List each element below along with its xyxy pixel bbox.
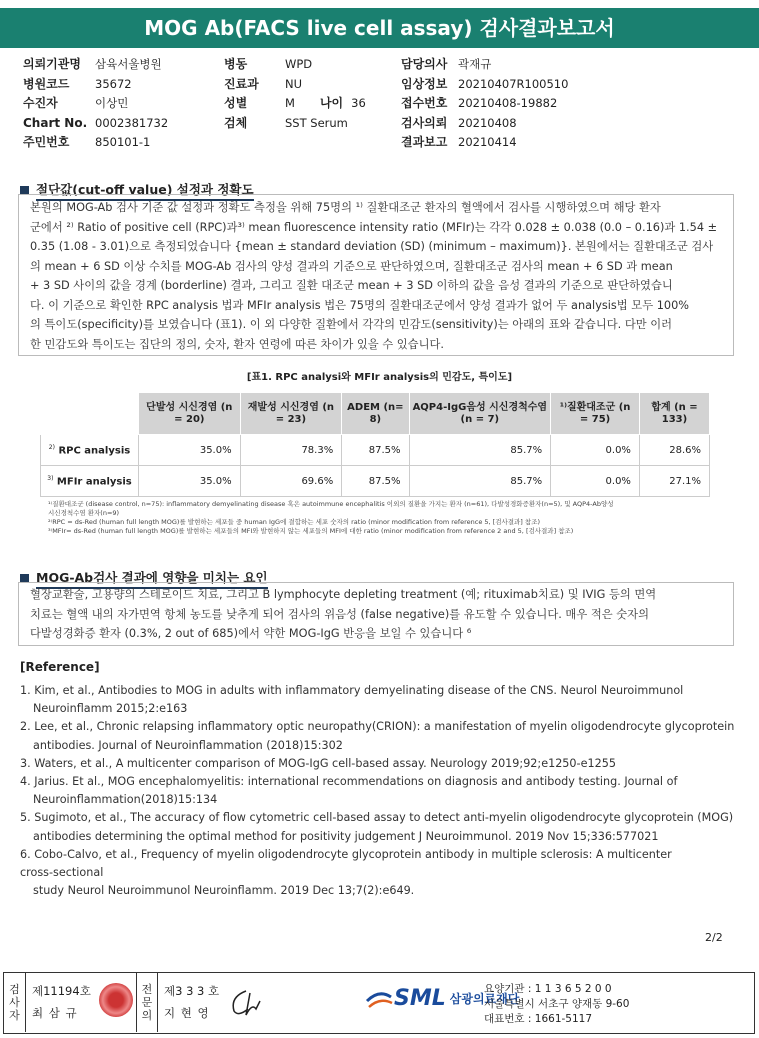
info-value: 35672 (95, 76, 132, 91)
section-factors-title: MOG-Ab검사 결과에 영향을 미치는 요인 (20, 568, 268, 589)
row-label-text: MFIr analysis (53, 476, 132, 488)
org-info (484, 982, 629, 1027)
vertical-char: 문 (141, 996, 153, 1009)
row-label (41, 435, 139, 466)
footnote-line: ¹⁾질환대조군 (disease control, n=75): inflammatory demyelinating disease 혹은 autoimmune encephalitis 이외의 질환을 가지는 환자 (n=61), 다발성경화증환자(n=5), 및 AQP4-Ab양성 (48, 500, 614, 508)
column-header: ¹⁾질환대조군 (n = 75) (551, 393, 640, 435)
specialist-license: 제3 3 3 호 (164, 984, 220, 998)
org-line: 대표번호 : 1661-5117 (484, 1013, 593, 1025)
footnote-line: 시신경척수염 환자(n=9) (48, 509, 120, 517)
info-label: 검사의뢰 (401, 115, 448, 130)
info-row (401, 94, 568, 114)
row-footnote-mark: 3) (47, 474, 54, 482)
paragraph-line: 다발성경화증 환자 (0.3%, 2 out of 685)에서 약한 MOG-IgG 반응을 보일 수 있습니다 ⁶ (30, 627, 472, 640)
table-cell: 0.0% (551, 435, 640, 466)
info-row (23, 75, 168, 95)
table-cell: 0.0% (551, 466, 640, 497)
column-header: 재발성 시신경염 (n = 23) (240, 393, 342, 435)
table-cell: 78.3% (240, 435, 342, 466)
reference-line: 2. Lee, et al., Chronic relapsing inflammatory optic neuropathy(CRION): a manifestation of myelin oligodendrocyte glycoprotein (20, 720, 735, 734)
info-value: 이상민 (95, 96, 129, 110)
table-cell: 87.5% (342, 435, 409, 466)
info-label: 담당의사 (401, 57, 448, 71)
vertical-char: 전 (141, 983, 153, 996)
row-footnote-mark: 2) (48, 443, 55, 451)
column-header: AQP4-IgG음성 시신경척수염 (n = 7) (409, 393, 551, 435)
info-value: 850101-1 (95, 135, 151, 149)
info-row (401, 133, 568, 153)
info-col-1 (23, 55, 168, 153)
paragraph-line: 한 민감도와 특이도는 집단의 정의, 숫자, 환자 연령에 따른 차이가 있을 수 있습니다. (30, 337, 444, 351)
paragraph-line: 의 특이도(specificity)를 보였습니다 (표1). 이 외 다양한 질환에서 각각의 민감도(sensitivity)는 아래의 표와 같습니다. 다만 이러 (30, 318, 673, 331)
info-row (401, 55, 568, 75)
table-caption: [표1. RPC analysi와 MFIr analysis의 민감도, 특이도] (246, 372, 513, 383)
reference-line: 1. Kim, et al., Antibodies to MOG in adults with inflammatory demyelinating disease of the CNS. Neurol Neuroimmunol (20, 684, 684, 697)
examiner-license: 제11194호 (32, 984, 91, 998)
reference-line: Neuroinflammation(2018)15:134 (33, 793, 218, 807)
examiner-label (4, 973, 26, 1032)
signature-footer (3, 972, 755, 1034)
section-cutoff-title: 절단값(cut-off value) 설정과 정확도 (20, 180, 254, 201)
paragraph-line: 본원의 MOG-Ab 검사 기준 값 설정과 정확도 측정을 위해 75명의 ¹⁾ 질환대조군 환자의 혈액에서 검사를 시행하였으며 해당 환자 (30, 201, 661, 214)
reference-line: Neuroinflamm 2015;2:e163 (33, 702, 188, 716)
table-cell: 85.7% (409, 466, 551, 497)
table-cell: 28.6% (639, 435, 709, 466)
column-header: 합계 (n = 133) (639, 393, 709, 435)
paragraph-line: 0.35 (1.08 - 3.01)으로 측정되었습니다 {mean ± standard deviation (SD) (minimum – maximum)}. 본원에서는 질환대조군 검사 (30, 240, 714, 253)
info-value: 20210408 (458, 115, 517, 130)
paragraph-line: + 3 SD 사이의 값을 경계 (borderline) 결과, 그리고 질환 대조군 mean + 3 SD 이하의 값을 음성 결과의 기준으로 판단하였습니 (30, 279, 673, 292)
seal-stamp (99, 983, 133, 1017)
info-value: 20210407R100510 (458, 76, 569, 91)
info-row (224, 75, 366, 95)
examiner-name: 최 삼 규 (32, 1006, 78, 1020)
info-row (23, 133, 168, 153)
info-label: 병원코드 (23, 76, 70, 91)
row-label-text: RPC analysis (54, 445, 131, 457)
cutoff-paragraph (30, 198, 722, 354)
table-cell: 87.5% (342, 466, 409, 497)
paragraph-line: 군에서 ²⁾ Ratio of positive cell (RPC)과³⁾ mean fluorescence intensity ratio (MFIr)는 각각 0.028 ± 0.038 (0.0 – 0.16)과 1.54 ± (30, 220, 718, 234)
vertical-char: 의 (141, 1009, 153, 1022)
table-cell: 85.7% (409, 435, 551, 466)
info-label: 접수번호 (401, 96, 448, 110)
info-label: 의뢰기관명 (23, 57, 81, 71)
column-header: ADEM (n= 8) (342, 393, 409, 435)
info-row (23, 55, 168, 75)
report-title: MOG Ab(FACS live cell assay) 검사결과보고서 (0, 8, 759, 48)
info-label: 주민번호 (23, 135, 70, 149)
info-row (401, 114, 568, 134)
column-header: 단발성 시신경염 (n = 20) (139, 393, 241, 435)
table-row (41, 435, 710, 466)
info-label: 결과보고 (401, 135, 448, 149)
table-corner (41, 393, 139, 435)
info-value: 20210414 (458, 135, 517, 149)
info-col-2 (224, 55, 366, 133)
reference-line: antibodies. Journal of Neuroinflammation (2018)15:302 (33, 738, 343, 752)
table-footnotes (48, 500, 718, 536)
sml-logo: SML 삼광의료재단 (364, 983, 519, 1013)
reference-line: cross-sectional (20, 866, 104, 880)
paragraph-line: 의 mean + 6 SD 이상 수치를 MOG-Ab 검사의 양성 결과의 기준으로 판단하였으며, 질환대조군 검사의 mean + 6 SD 과 mean (30, 259, 673, 273)
table-row (41, 466, 710, 497)
page-number: 2/2 (705, 931, 723, 944)
info-value: 0002381732 (95, 115, 169, 130)
info-value: M (285, 96, 295, 110)
footnote-line: ³⁾MFIr= ds-Red (human full length MOG)를 발현하는 세포들의 MFI와 발현하지 않는 세포들의 MFI에 대한 ratio (minor modification from reference 2 and 5, [검사결과] 참조) (48, 527, 574, 535)
reference-list (20, 682, 740, 900)
info-label: 검체 (224, 115, 248, 130)
info-label: Chart No. (23, 115, 88, 130)
info-value: NU (285, 76, 303, 91)
paragraph-line: 다. 이 기준으로 확인한 RPC analysis 법과 MFIr analysis 법은 75명의 질환대조군에서 양성 결과가 없어 두 analysis법 모두 100% (30, 298, 690, 312)
info-label: 진료과 (224, 76, 259, 91)
info-label: 성별 (224, 96, 248, 110)
reference-line: 4. Jarius. Et al., MOG encephalomyelitis: international recommendations on diagnosis and antibody testing. Journal of (20, 775, 678, 789)
info-row (224, 55, 366, 75)
info-label: 임상정보 (401, 76, 448, 91)
paragraph-line: 혈장교환술, 고용량의 스테로이드 치료, 그리고 B lymphocyte depleting treatment (예; rituximab치료) 및 IVIG 등의 면역 (30, 588, 657, 601)
info-value: 20210408-19882 (458, 96, 558, 110)
info-row (224, 114, 366, 134)
info-value: 삼육서울병원 (95, 57, 162, 71)
factors-paragraph (30, 585, 722, 644)
org-line: 요양기관 : 1 1 3 6 5 2 0 0 (484, 983, 612, 995)
footnote-line: ²⁾RPC = ds-Red (human full length MOG)를 발현하는 세포들 중 human IgG에 결합하는 세포 숫자의 ratio (minor modification from reference 5, [검사결과] 참조) (48, 518, 541, 526)
table-cell: 27.1% (639, 466, 709, 497)
info-label: 수진자 (23, 96, 58, 110)
vertical-char: 검 (9, 983, 20, 996)
table-cell: 35.0% (139, 435, 241, 466)
info-value: 곽재규 (458, 57, 492, 71)
table-cell: 69.6% (240, 466, 342, 497)
info-value: SST Serum (285, 115, 348, 130)
org-line: 서울특별시 서초구 양재동 9-60 (484, 998, 630, 1010)
sensitivity-table (40, 392, 710, 497)
age-label: 나이 (319, 96, 344, 110)
reference-line: 5. Sugimoto, et al., The accuracy of flow cytometric cell-based assay to detect anti-myelin oligodendrocyte glycoprotein (MOG) (20, 811, 734, 825)
info-col-3 (401, 55, 568, 153)
paragraph-line: 치료는 혈액 내의 자가면역 항체 농도를 낮추게 되어 검사의 위음성 (false negative)를 유도할 수 있습니다. 매우 적은 숫자의 (30, 607, 649, 621)
info-label: 병동 (224, 57, 248, 71)
info-row (23, 114, 168, 134)
specialist-name: 지 현 영 (164, 1006, 210, 1020)
specialist-label (136, 973, 158, 1032)
reference-line: 3. Waters, et al., A multicenter comparison of MOG-IgG cell-based assay. Neurology 2019;92;e1250-e1255 (20, 756, 616, 770)
info-row (23, 94, 168, 114)
age-value: 36 (351, 96, 366, 110)
reference-line: antibodies determining the optimal method for positivity judgement J Neuroimmunol. 2019 Nov 15;336:577021 (33, 829, 659, 843)
reference-line: 6. Cobo-Calvo, et al., Frequency of myelin oligodendrocyte glycoprotein antibody in multiple sclerosis: A multicenter (20, 847, 672, 861)
info-row (401, 75, 568, 95)
info-value: WPD (285, 57, 313, 71)
signature-image (226, 987, 264, 1019)
vertical-char: 자 (9, 1009, 20, 1022)
row-label (41, 466, 139, 497)
table-cell: 35.0% (139, 466, 241, 497)
reference-line: study Neurol Neuroimmunol Neuroinflamm. 2019 Dec 13;7(2):e649. (33, 884, 415, 898)
reference-heading: [Reference] (20, 660, 100, 674)
vertical-char: 사 (9, 996, 20, 1009)
info-row (224, 94, 366, 114)
sml-globe-icon (364, 983, 394, 1013)
